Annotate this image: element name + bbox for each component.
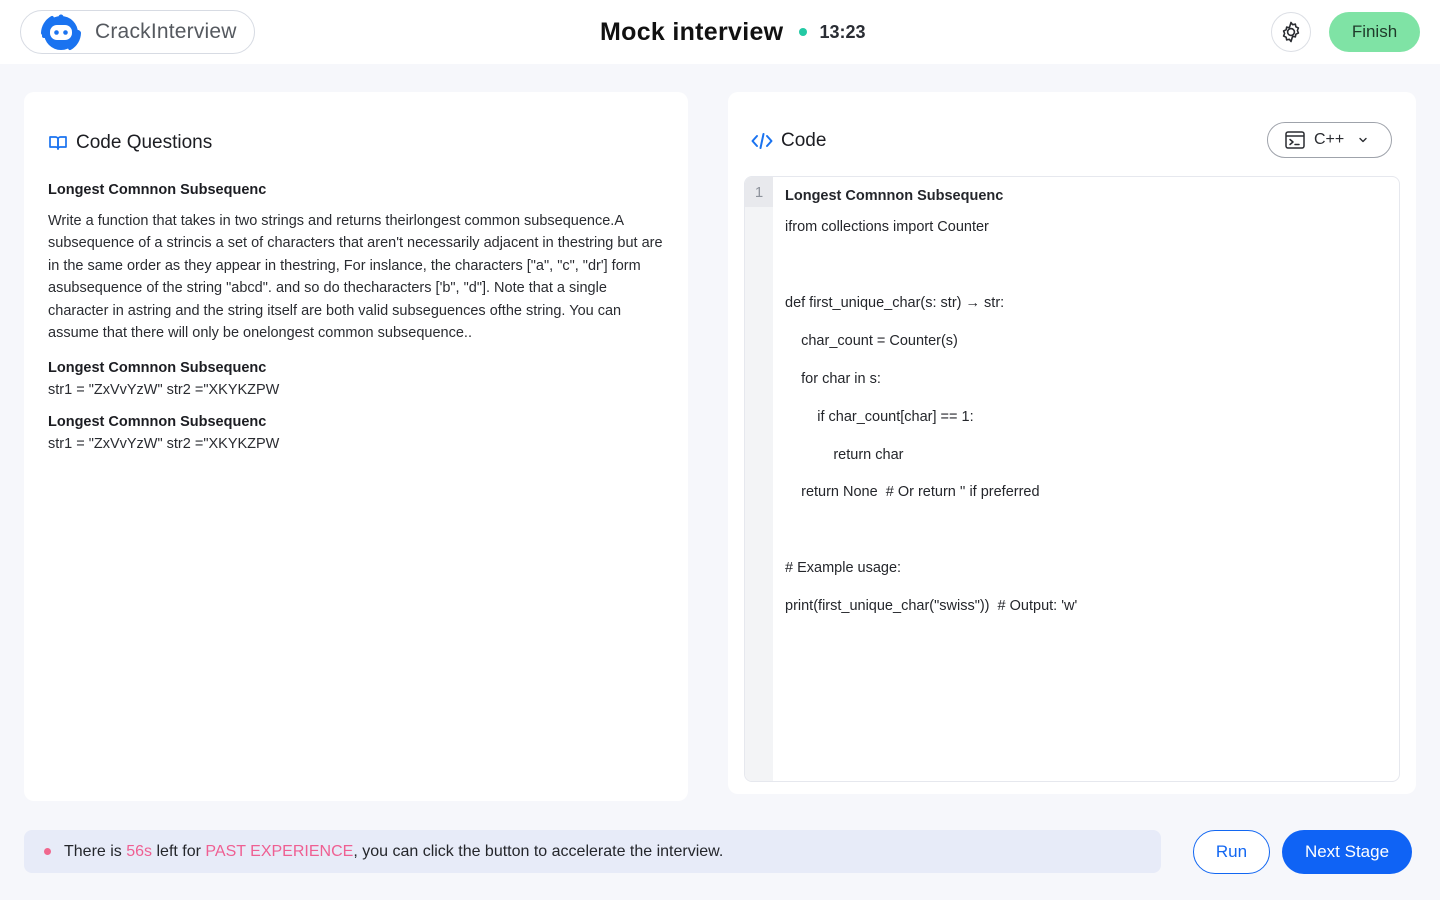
code-line: char_count = Counter(s)	[785, 333, 958, 349]
open-book-icon	[48, 133, 68, 153]
language-label: C++	[1314, 131, 1345, 148]
code-brackets-icon	[751, 131, 773, 151]
question-body	[48, 182, 668, 452]
notice-stage: PAST EXPERIENCE	[205, 842, 354, 860]
page-title: Mock interview	[600, 17, 784, 46]
terminal-icon	[1285, 131, 1305, 149]
code-line: # Example usage:	[785, 560, 902, 576]
brand-name: CrackInterview	[95, 20, 237, 43]
questions-panel-title: Code Questions	[76, 132, 213, 153]
next-stage-button[interactable]: Next Stage	[1282, 830, 1412, 874]
example-block	[48, 414, 668, 452]
chevron-down-icon	[1358, 135, 1368, 145]
notice-dot	[44, 848, 51, 855]
timer-status-dot	[799, 28, 807, 36]
example-value: str1 = "ZxVvYzW" str2 ="XKYKZPW	[48, 382, 280, 399]
code-line: ifrom collections import Counter	[785, 219, 989, 235]
notice-mid: left for	[152, 842, 206, 860]
line-number: 1	[745, 177, 773, 207]
stage-notice	[24, 830, 1161, 873]
question-description: Write a function that takes in two strings and returns theirlongest common subsequence.A subsequence of a strincis a set of characters that aren't necessarily adjacent in thestring but are in the same order as they appear in thestring, For inslance, the characters ["a", "c", "dr'] form asubsequence of the string "abcd". and so do thecharacters ['b", "d"]. Note that a single character in astring and the string itself are both valid subseguences ofthe string. You can assume that there will only be onelongest common subsequence..	[48, 213, 663, 342]
code-panel	[728, 92, 1416, 794]
settings-button[interactable]	[1271, 12, 1311, 52]
questions-panel	[24, 92, 688, 801]
interview-timer: 13:23	[819, 21, 866, 42]
robot-logo-icon	[39, 12, 83, 52]
example-heading: Longest Comnnon Subsequenc	[48, 360, 267, 377]
question-heading: Longest Comnnon Subsequenc	[48, 182, 267, 198]
code-line: for char in s:	[785, 371, 881, 387]
code-line: Longest Comnnon Subsequenc	[785, 188, 1004, 204]
code-line: return None # Or return '' if preferred	[785, 484, 1040, 500]
code-line: if char_count[char] == 1:	[785, 409, 974, 425]
brand-logo-pill[interactable]	[20, 10, 255, 54]
code-line: def first_unique_char(s: str) → str:	[785, 295, 1005, 311]
notice-text	[64, 843, 723, 861]
title-area	[600, 14, 865, 50]
example-block	[48, 360, 668, 398]
code-panel-header	[751, 130, 826, 152]
language-select[interactable]	[1267, 122, 1392, 158]
top-bar	[0, 0, 1440, 64]
example-value: str1 = "ZxVvYzW" str2 ="XKYKZPW	[48, 436, 280, 453]
code-line: print(first_unique_char("swiss")) # Output: 'w'	[785, 598, 1078, 614]
finish-button[interactable]: Finish	[1329, 12, 1420, 52]
notice-suffix: , you can click the button to accelerate the interview.	[353, 842, 724, 860]
gear-icon	[1279, 20, 1303, 44]
notice-seconds: 56s	[126, 842, 153, 860]
code-editor[interactable]	[744, 176, 1400, 782]
notice-prefix: There is	[64, 842, 127, 860]
questions-panel-header	[48, 132, 212, 154]
editor-gutter	[745, 177, 773, 781]
run-button[interactable]: Run	[1193, 830, 1270, 874]
code-line: return char	[785, 447, 904, 463]
example-heading: Longest Comnnon Subsequenc	[48, 414, 267, 431]
code-panel-title: Code	[781, 130, 827, 151]
